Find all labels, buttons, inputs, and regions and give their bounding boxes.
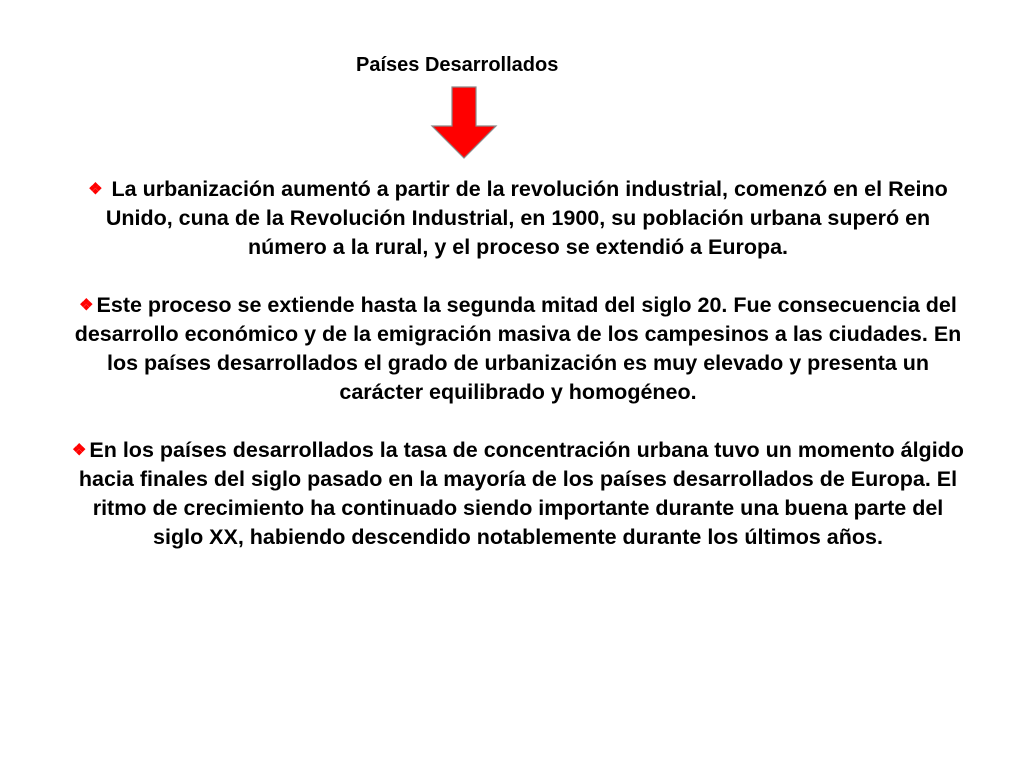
diamond-bullet-icon: ❖ [88,181,103,198]
down-arrow-icon [430,86,498,160]
paragraph-text: La urbanización aumentó a partir de la revolución industrial, comenzó en el Reino Unido, cuna de la Revolución Industrial, en 1900, su población urbana superó en número a la rural, y el proceso se extendió a Europa. [105,177,948,259]
paragraph-text: Este proceso se extiende hasta la segunda mitad del siglo 20. Fue consecuencia del desarrollo económico y de la emigración masiva de los campesinos a las ciudades. En los países desarrollados el grado de urbanización es muy elevado y presenta un carácter equilibrado y homogéneo. [74,293,962,404]
body-text [66,175,970,581]
diamond-bullet-icon: ❖ [72,442,87,459]
paragraph-text: En los países desarrollados la tasa de concentración urbana tuvo un momento álgido hacia finales del siglo pasado en la mayoría de los países desarrollados de Europa. El ritmo de crecimiento ha continuado siendo importante durante una buena parte del siglo XX, habiendo descendido notablemente durante los últimos años. [78,438,964,549]
paragraph-3 [66,436,970,552]
slide-title: Países Desarrollados [356,54,559,76]
paragraph-1 [66,175,970,262]
paragraph-2 [66,291,970,407]
diamond-bullet-icon: ❖ [79,297,94,314]
